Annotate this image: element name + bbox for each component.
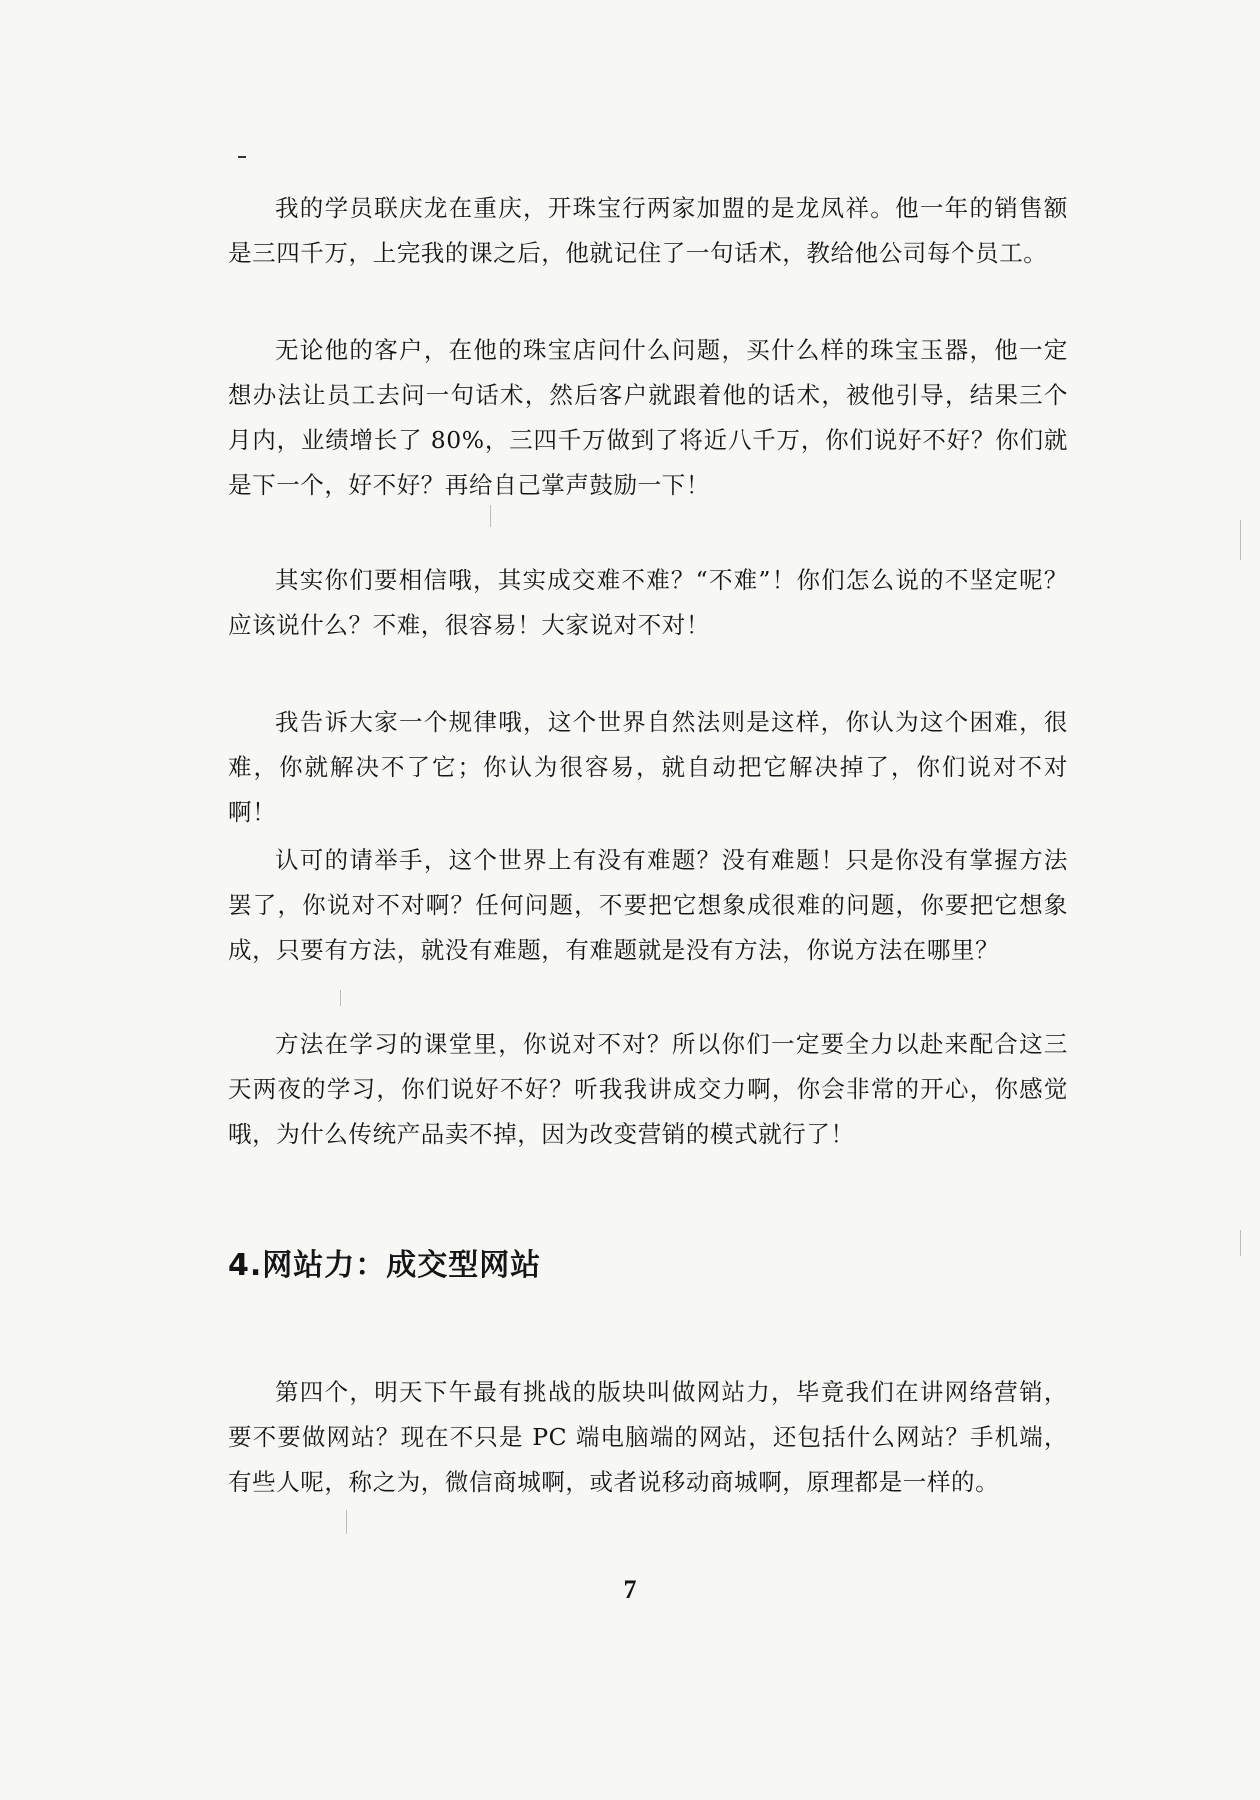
paragraph: 我告诉大家一个规律哦，这个世界自然法则是这样，你认为这个困难，很难，你就解决不了它；你认为很容易，就自动把它解决掉了，你们说对不对啊！: [228, 708, 1068, 826]
scan-speck: [340, 990, 341, 1006]
paragraph: 方法在学习的课堂里，你说对不对？所以你们一定要全力以赴来配合这三天两夜的学习，你们说好不好？听我我讲成交力啊，你会非常的开心，你感觉哦，为什么传统产品卖不掉，因为改变营销的模式就行了！: [228, 1030, 1068, 1148]
section-heading: 4.网站力：成交型网站: [228, 1248, 542, 1283]
scan-speck: [1240, 520, 1241, 560]
page-number: 7: [623, 1575, 637, 1604]
scan-speck: [1240, 1230, 1241, 1256]
scan-speck: [490, 505, 491, 527]
paragraph: 其实你们要相信哦，其实成交难不难？“不难”！你们怎么说的不坚定呢？应该说什么？不难，很容易！大家说对不对！: [228, 566, 1068, 639]
paragraph: 认可的请举手，这个世界上有没有难题？没有难题！只是你没有掌握方法罢了，你说对不对啊？任何问题，不要把它想象成很难的问题，你要把它想象成，只要有方法，就没有难题，有难题就是没有方法，你说方法在哪里？: [228, 846, 1068, 964]
stray-mark: [238, 156, 246, 158]
section-paragraph: 第四个，明天下午最有挑战的版块叫做网站力，毕竟我们在讲网络营销，要不要做网站？现在不只是 PC 端电脑端的网站，还包括什么网站？手机端，有些人呢，称之为，微信商城啊，或者说移动商城啊，原理都是一样的。: [228, 1378, 1068, 1496]
paragraph: 无论他的客户，在他的珠宝店问什么问题，买什么样的珠宝玉器，他一定想办法让员工去问一句话术，然后客户就跟着他的话术，被他引导，结果三个月内，业绩增长了 80%，三四千万做到了将近八千万，你们说好不好？你们就是下一个，好不好？再给自己掌声鼓励一下！: [228, 336, 1068, 499]
paragraph: 我的学员联庆龙在重庆，开珠宝行两家加盟的是龙凤祥。他一年的销售额是三四千万，上完我的课之后，他就记住了一句话术，教给他公司每个员工。: [228, 194, 1068, 267]
scan-speck: [346, 1510, 347, 1534]
